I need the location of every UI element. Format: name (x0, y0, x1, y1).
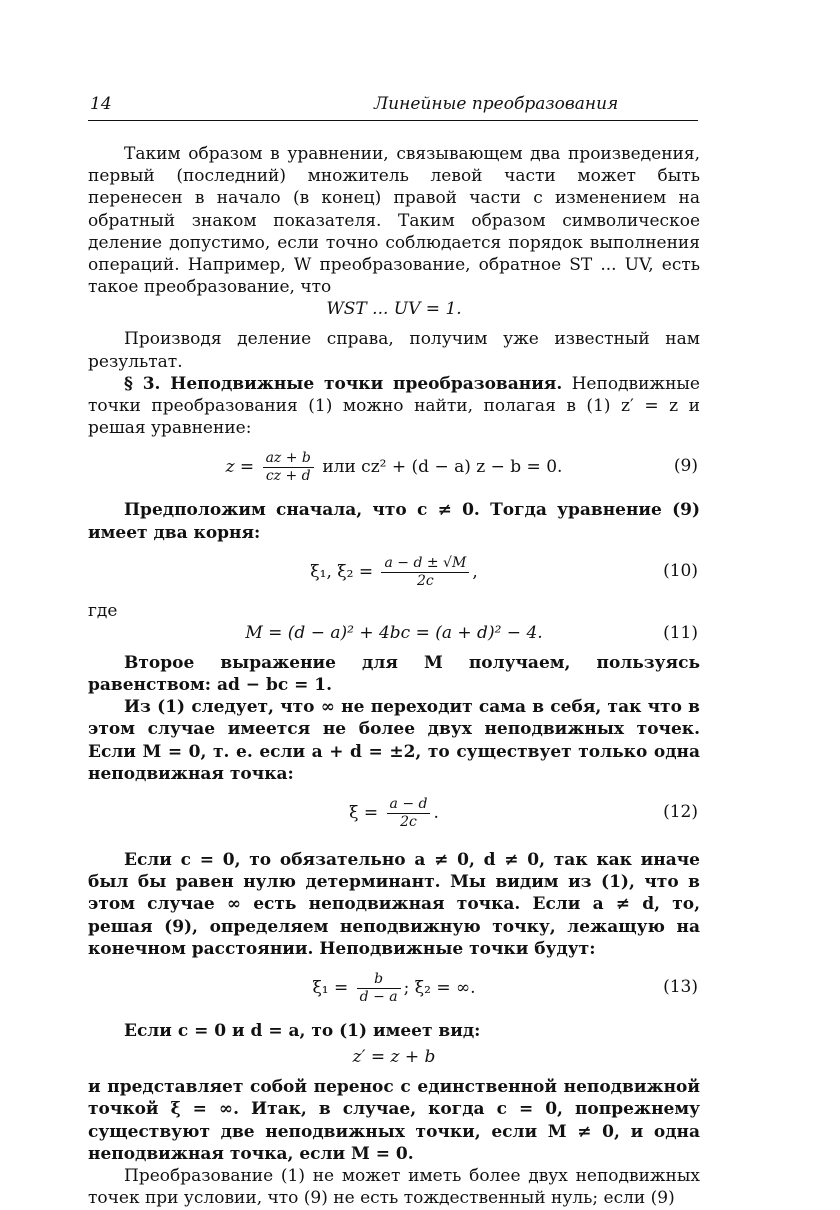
page-body (88, 143, 700, 1210)
section-title: § 3. Неподвижные точки преобразования. (124, 373, 563, 394)
paragraph-4: Предположим сначала, что c ≠ 0. Тогда уравнение (9) имеет два корня: (88, 500, 700, 543)
eq9-lhs: z = (225, 457, 255, 478)
section-3-text: Неподвижные точки преобразования (1) можно найти, полагая в (1) z′ = z и решая уравнение: (88, 373, 700, 439)
paragraph-10: Преобразование (1) не может иметь более двух неподвижных точек при условии, что (9) не есть тождественный нуль; если (9) (88, 1166, 700, 1209)
eq9-rhs: или cz² + (d − a) z − b = 0. (322, 457, 563, 478)
eq9-fraction (263, 450, 314, 485)
page-header (88, 94, 698, 121)
eq9-denominator: cz + d (265, 468, 311, 485)
equation-13 (88, 960, 700, 1016)
eq13-numerator: b (357, 971, 401, 989)
equation-shift (88, 1042, 700, 1072)
equation-12-expr (88, 796, 700, 831)
eq12-lhs: ξ = (349, 803, 379, 824)
equation-10-expr (88, 555, 700, 590)
eq13-fraction (357, 971, 401, 1006)
equation-wst (88, 298, 700, 320)
paragraph-1: Таким образом в уравнении, связывающем два произведения, первый (последний) множитель левой части может быть перенесен в начало (в конец) правой части с изменением на обратный знаком показателя. Таким образом символическое деление допустимо, если точно соблюдается порядок выполнения операций. Например, W преобразование, обратное ST ... UV, есть такое преобразование, что (88, 144, 700, 298)
equation-9-label: (9) (673, 456, 698, 477)
equation-11 (88, 600, 700, 644)
paragraph-7: Если c = 0, то обязательно a ≠ 0, d ≠ 0, так как иначе был бы равен нулю детерминант. Мы видим из (1), что в этом случае ∞ есть неподвижная точка. Если a ≠ d, то, решая (9), определяем неподвижную точку, лежащую на конечном расстоянии. Неподвижные точки будут: (88, 850, 700, 959)
equation-11-label: (11) (663, 622, 698, 643)
equation-wst-expr: WST ... UV = 1. (326, 299, 462, 320)
eq10-tail: , (472, 561, 478, 582)
equation-9 (88, 439, 700, 495)
eq12-fraction (387, 796, 431, 831)
running-title: Линейные преобразования (374, 94, 619, 114)
eq12-tail: . (433, 803, 439, 824)
eq13-tail: ; ξ₂ = ∞. (403, 978, 476, 999)
eq10-fraction (381, 555, 469, 590)
paragraph-9: и представляет собой перенос с единственной неподвижной точкой ξ = ∞. Итак, в случае, когда c = 0, попрежнему существуют две неподвижных точки, если M ≠ 0, и одна неподвижная точка, если M = 0. (88, 1077, 700, 1164)
page-number: 14 (90, 94, 112, 114)
where-word: где (88, 600, 118, 621)
paragraph-8: Если c = 0 и d = a, то (1) имеет вид: (124, 1021, 481, 1042)
equation-9-expr (88, 450, 700, 485)
eq12-denominator: 2c (400, 814, 417, 831)
eq9-numerator: az + b (263, 450, 314, 468)
equation-13-expr (88, 971, 700, 1006)
equation-12-label: (12) (663, 802, 698, 823)
eq10-denominator: 2c (417, 572, 434, 589)
equation-10-label: (10) (663, 560, 698, 581)
equation-13-label: (13) (663, 977, 698, 998)
equation-12 (88, 785, 700, 841)
eq12-numerator: a − d (387, 796, 431, 814)
paragraph-2: Производя деление справа, получим уже известный нам результат. (88, 329, 700, 372)
paragraph-6: Из (1) следует, что ∞ не переходит сама в себя, так что в этом случае имеется не более двух неподвижных точек. Если M = 0, т. е. если a + d = ±2, то существует только одна неподвижная точка: (88, 697, 700, 784)
eq13-lhs: ξ₁ = (312, 978, 349, 999)
equation-shift-expr: z′ = z + b (352, 1047, 436, 1068)
equation-11-expr: M = (d − a)² + 4bc = (a + d)² − 4. (245, 622, 543, 643)
eq10-lhs: ξ₁, ξ₂ = (310, 561, 374, 582)
paragraph-5: Второе выражение для M получаем, пользуясь равенством: ad − bc = 1. (88, 652, 700, 696)
equation-10 (88, 544, 700, 600)
eq13-denominator: d − a (359, 989, 398, 1006)
eq10-numerator: a − d ± √M (381, 555, 469, 573)
section-3-paragraph (88, 373, 700, 440)
